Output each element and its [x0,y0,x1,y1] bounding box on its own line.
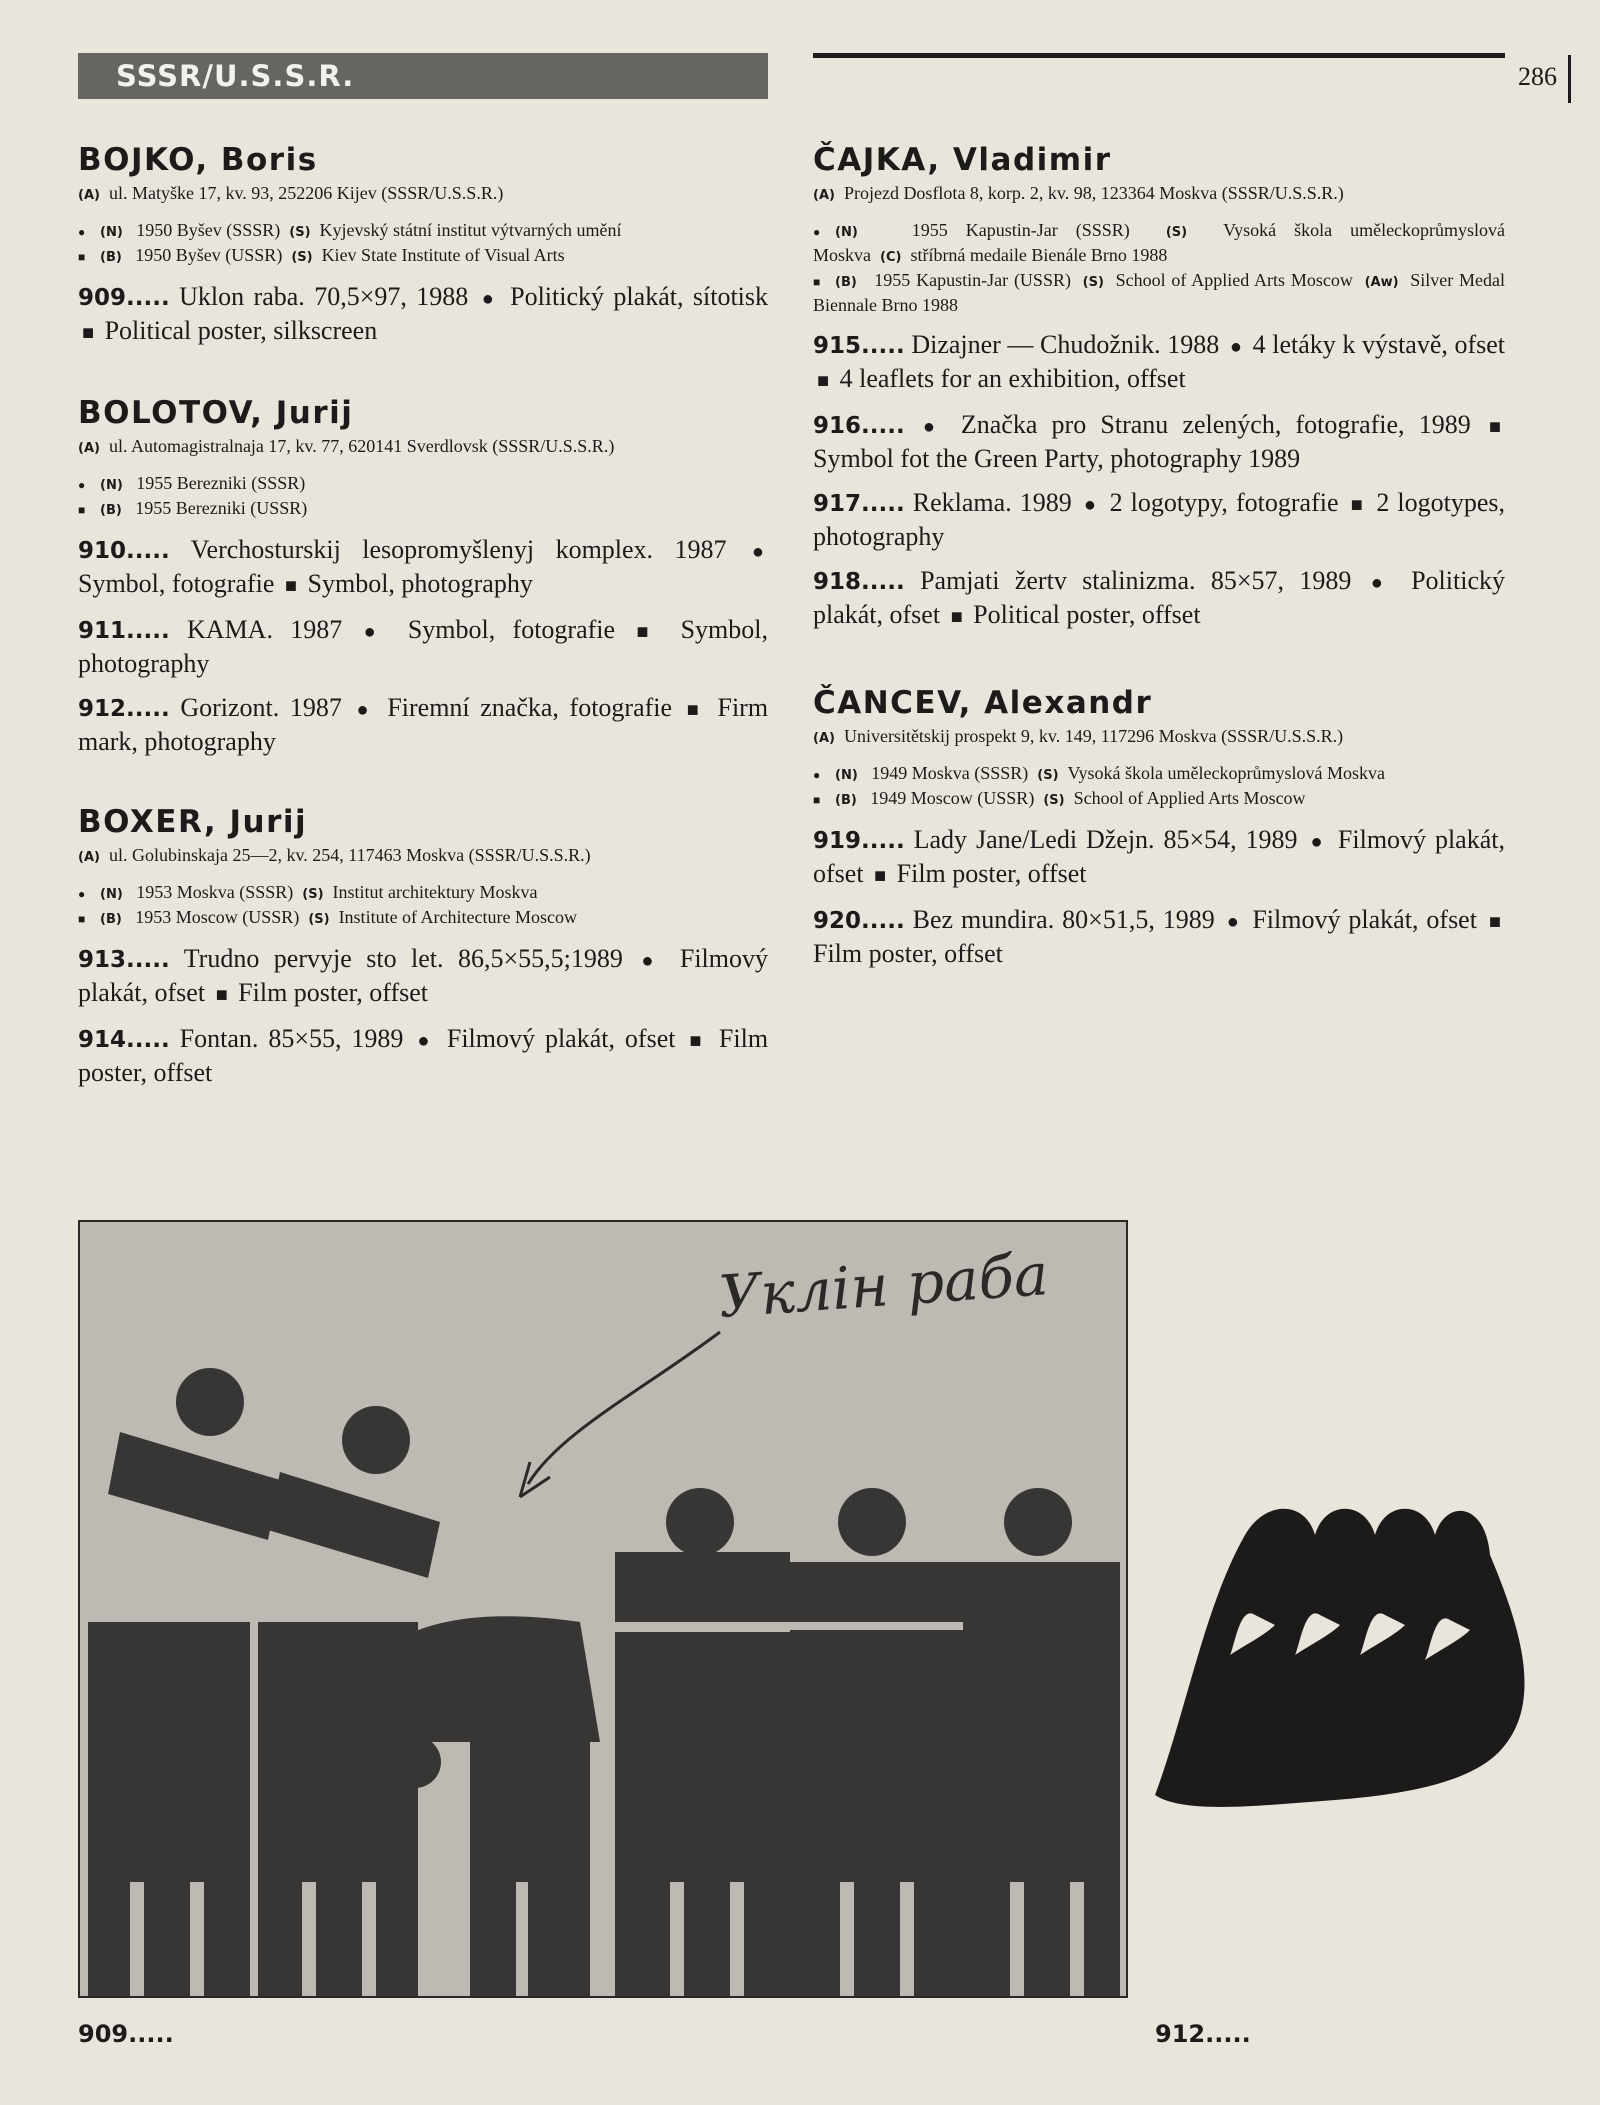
circle-bullet-icon: ● [417,1030,433,1052]
work-number: 909..... [78,285,170,311]
artist-bio: ● (N) 1950 Byšev (SSSR) (S) Kyjevský státní institut výtvarných umění ■ (B) 1950 Byšev (USSR) (S) Kiev State Institute of Visual Arts [78,219,768,269]
figure-caption-912: 912..... [1155,2020,1251,2048]
square-bullet-icon: ■ [82,322,95,344]
poster-909-graphic [80,1222,1126,1996]
address-text: ul. Matyške 17, kv. 93, 252206 Kijev (SSSR/U.S.S.R.) [108,183,504,203]
artist-bio: ● (N) 1953 Moskva (SSSR) (S) Institut architektury Moskva ■ (B) 1953 Moscow (USSR) (S) Institute of Architecture Moscow [78,881,768,931]
circle-bullet-icon: ● [1229,336,1243,358]
artist-entry [813,140,1505,633]
square-bullet-icon: ■ [817,370,830,392]
circle-bullet-icon: ● [78,225,86,239]
work-entry: 915..... Dizajner — Chudožnik. 1988 ● 4 letáky k výstavě, ofset ■ 4 leaflets for an exhibition, offset [813,330,1506,393]
circle-bullet-icon: ● [1310,831,1325,853]
top-rule [813,53,1505,58]
poster-handwriting: Уклін раба [716,1240,1051,1331]
circle-bullet-icon: ● [78,887,86,901]
artist-address: (A) Universitětskij prospekt 9, kv. 149, 117296 Moskva (SSSR/U.S.S.R.) [813,726,1344,746]
circle-bullet-icon: ● [356,699,373,721]
artist-name: BOJKO, Boris [78,142,318,178]
circle-bullet-icon: ● [481,288,497,310]
artist-name: ČANCEV, Alexandr [813,685,1153,721]
square-bullet-icon: ■ [1488,416,1501,438]
work-entry: 918..... Pamjati žertv stalinizma. 85×57, 1989 ● Politický plakát, ofset ■ Political poster, offset [813,566,1505,629]
page-number: 286 [1518,62,1557,91]
square-bullet-icon: ■ [215,984,228,1006]
artist-entry [78,393,768,758]
square-bullet-icon: ■ [78,912,86,926]
circle-bullet-icon: ● [1226,911,1241,933]
figure-caption-909: 909..... [78,2020,174,2048]
work-entry: 914..... Fontan. 85×55, 1989 ● Filmový plakát, ofset ■ Film poster, offset [78,1024,769,1087]
poster-909-image [78,1220,1128,1998]
square-bullet-icon: ■ [813,275,821,289]
square-bullet-icon: ■ [1488,911,1502,933]
square-bullet-icon: ■ [689,1030,705,1052]
work-entry: 919..... Lady Jane/Ledi Džejn. 85×54, 1989 ● Filmový plakát, ofset ■ Film poster, offset [813,825,1505,888]
work-entry: 916..... ● Značka pro Stranu zelených, fotografie, 1989 ■ Symbol fot the Green Party, photography 1989 [813,410,1501,473]
circle-bullet-icon: ● [813,225,821,239]
country-header: SSSR/U.S.S.R. [78,53,768,99]
circle-bullet-icon: ● [78,478,86,492]
circle-bullet-icon: ● [363,621,387,643]
page-number-rule [1568,55,1571,103]
square-bullet-icon: ■ [78,250,86,264]
artist-bio: ● (N) 1955 Berezniki (SSSR) ■ (B) 1955 Berezniki (USSR) [78,472,768,522]
work-entry: 912..... Gorizont. 1987 ● Firemní značka, fotografie ■ Firm mark, photography [78,693,769,756]
artist-name: BOXER, Jurij [78,804,308,840]
work-entry: 913..... Trudno pervyje sto let. 86,5×55,5;1989 ● Filmový plakát, ofset ■ Film poster, offset [78,944,768,1007]
square-bullet-icon: ■ [950,606,963,628]
circle-bullet-icon: ● [813,768,821,782]
right-column [813,140,1505,982]
circle-bullet-icon: ● [1083,494,1098,516]
square-bullet-icon: ■ [1350,494,1365,516]
artist-name: ČAJKA, Vladimir [813,142,1112,178]
artist-address: (A) Projezd Dosflota 8, korp. 2, kv. 98, 123364 Moskva (SSSR/U.S.S.R.) [813,183,1344,203]
work-entry: 910..... Verchosturskij lesopromyšlenyj komplex. 1987 ● Symbol, fotografie ■ Symbol, photography [78,535,764,598]
artist-entry [78,802,768,1089]
square-bullet-icon: ■ [874,865,887,887]
artist-bio: ● (N) 1955 Kapustin-Jar (SSSR) (S) Vysoká škola uměleckoprůmyslová Moskva (C) stříbrná medaile Bienále Brno 1988 ■ (B) 1955 Kapustin-Jar (USSR) (S) School of Applied Arts Moscow (Aw) Silver Medal Biennale Brno 1988 [813,220,1506,315]
square-bullet-icon: ■ [284,575,298,597]
square-bullet-icon: ■ [686,699,703,721]
circle-bullet-icon: ● [751,541,764,563]
circle-bullet-icon: ● [641,950,662,972]
artist-address: (A) ul. Automagistralnaja 17, kv. 77, 620141 Sverdlovsk (SSSR/U.S.S.R.) [78,436,615,456]
artist-bio: ● (N) 1949 Moskva (SSSR) (S) Vysoká škola uměleckoprůmyslová Moskva ■ (B) 1949 Moscow (USSR) (S) School of Applied Arts Moscow [813,762,1505,812]
artist-name: BOLOTOV, Jurij [78,395,354,431]
square-bullet-icon: ■ [636,621,660,643]
artist-address: (A) ul. Golubinskaja 25—2, kv. 254, 117463 Moskva (SSSR/U.S.S.R.) [78,845,591,865]
circle-bullet-icon: ● [922,416,943,438]
address-label: (A) [78,188,100,203]
square-bullet-icon: ■ [813,793,821,807]
work-entry: 917..... Reklama. 1989 ● 2 logotypy, fotografie ■ 2 logotypes, photography [813,488,1505,551]
work-entry: 911..... KAMA. 1987 ● Symbol, fotografie ■ Symbol, photography [78,615,768,678]
firm-mark-912-image [1145,1495,1535,1815]
left-column [78,140,768,1101]
artist-entry [813,683,1505,970]
artist-address [78,182,768,207]
work-entry: 909..... Uklon raba. 70,5×97, 1988 ● Politický plakát, sítotisk ■ Political poster, silkscreen [78,282,769,345]
square-bullet-icon: ■ [78,503,86,517]
circle-bullet-icon: ● [1370,572,1392,594]
work-entry: 920..... Bez mundira. 80×51,5, 1989 ● Filmový plakát, ofset ■ Film poster, offset [813,905,1502,968]
artist-entry [78,140,768,349]
